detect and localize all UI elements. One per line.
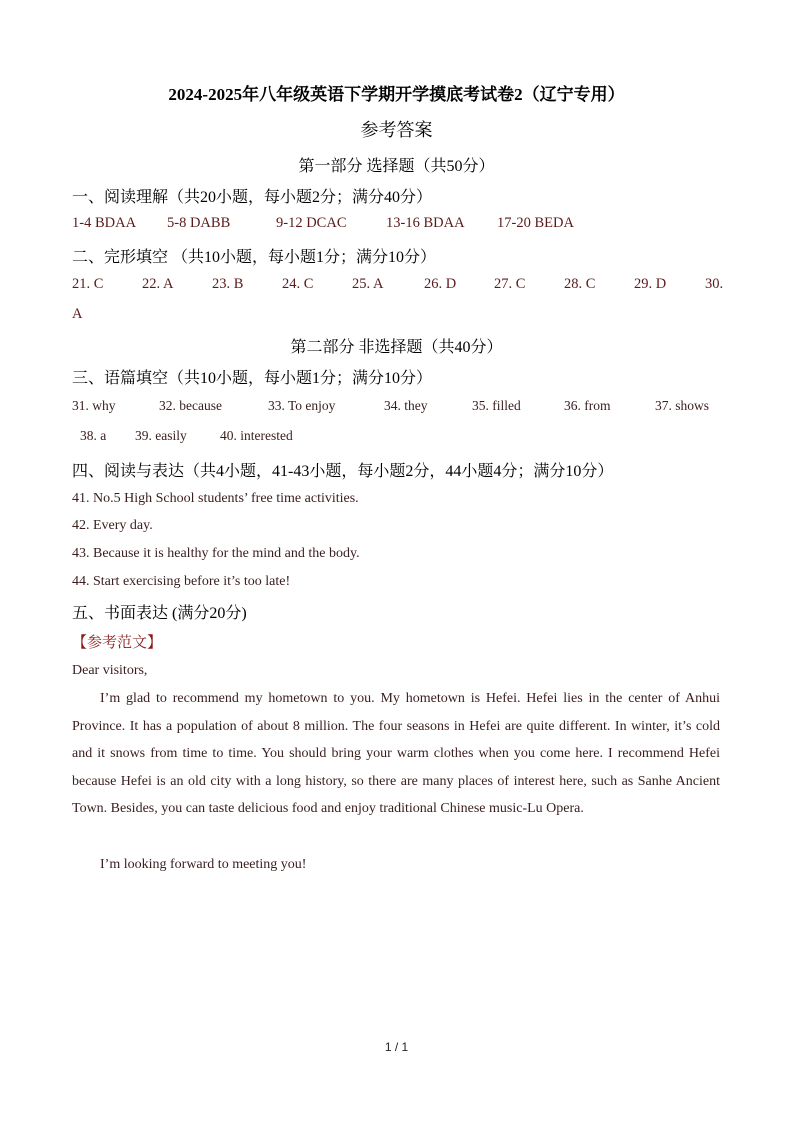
answer-group: 9-12 DCAC xyxy=(276,215,347,231)
fill-answer: 35. filled xyxy=(472,398,521,413)
answer-item: 25. A xyxy=(352,276,384,292)
reading-answer: 41. No.5 High School students’ free time activities. xyxy=(72,491,359,506)
fill-answer: 31. why xyxy=(72,398,116,413)
essay-closing: I’m looking forward to meeting you! xyxy=(100,857,307,872)
page-title: 2024-2025年八年级英语下学期开学摸底考试卷2（辽宁专用） xyxy=(168,85,625,104)
fill-answer: 39. easily xyxy=(135,428,187,443)
section4-heading: 四、阅读与表达（共4小题，41-43小题，每小题2分，44小题4分；满分10分） xyxy=(72,463,614,480)
answer-group: 17-20 BEDA xyxy=(497,215,574,231)
reading-answer: 42. Every day. xyxy=(72,518,153,533)
essay-greeting: Dear visitors, xyxy=(72,663,148,678)
answer-item: 29. D xyxy=(634,276,667,292)
reading-answer: 44. Start exercising before it’s too late! xyxy=(72,574,291,589)
answer-item: 27. C xyxy=(494,276,526,292)
section2-heading: 二、完形填空 （共10小题，每小题1分；满分10分） xyxy=(72,249,437,266)
answer-group: 13-16 BDAA xyxy=(386,215,465,231)
answer-item: 23. B xyxy=(212,276,244,292)
answer-group: 1-4 BDAA xyxy=(72,215,137,231)
answer-item: 26. D xyxy=(424,276,457,292)
answer-item: 22. A xyxy=(142,276,174,292)
answer-item: 24. C xyxy=(282,276,314,292)
section1-heading: 一、阅读理解（共20小题，每小题2分；满分40分） xyxy=(72,189,433,206)
section3-heading: 三、语篇填空（共10小题，每小题1分；满分10分） xyxy=(72,370,433,387)
part1-heading: 第一部分 选择题（共50分） xyxy=(298,158,495,175)
sample-essay-label: 【参考范文】 xyxy=(72,635,163,651)
fill-answer: 36. from xyxy=(564,398,611,413)
fill-answer: 32. because xyxy=(159,398,222,413)
fill-answer: 40. interested xyxy=(220,428,293,443)
fill-answer: 34. they xyxy=(384,398,428,413)
answer-item: 30. xyxy=(705,276,724,292)
part2-heading: 第二部分 非选择题（共40分） xyxy=(290,339,503,356)
answer-item: 28. C xyxy=(564,276,596,292)
page-subtitle: 参考答案 xyxy=(360,120,433,140)
reading-answer: 43. Because it is healthy for the mind and the body. xyxy=(72,546,360,561)
fill-answer: 33. To enjoy xyxy=(268,398,336,413)
essay-body: I’m glad to recommend my hometown to you. My hometown is Hefei. Hefei lies in the center of Anhui Province. It has a population of about 8 million. The four seasons in Hefei are quite different. In winter, it’s cold and it snows from time to time. You should bring your warm clothes when you come here. I recommend Hefei because Hefei is an old city with a long history, so there are many places of interest here, such as Sanhe Ancient Town. Besides, you can taste delicious food and enjoy traditional Chinese music-Lu Opera. xyxy=(72,691,720,817)
fill-answer: 38. a xyxy=(80,428,107,443)
answer-item: 21. C xyxy=(72,276,104,292)
fill-answer: 37. shows xyxy=(655,398,710,413)
answer-group: 5-8 DABB xyxy=(167,215,231,231)
section5-heading: 五、书面表达 (满分20分) xyxy=(72,605,247,622)
page-number: 1 / 1 xyxy=(384,1040,409,1054)
answer-item-wrap: A xyxy=(72,306,83,322)
